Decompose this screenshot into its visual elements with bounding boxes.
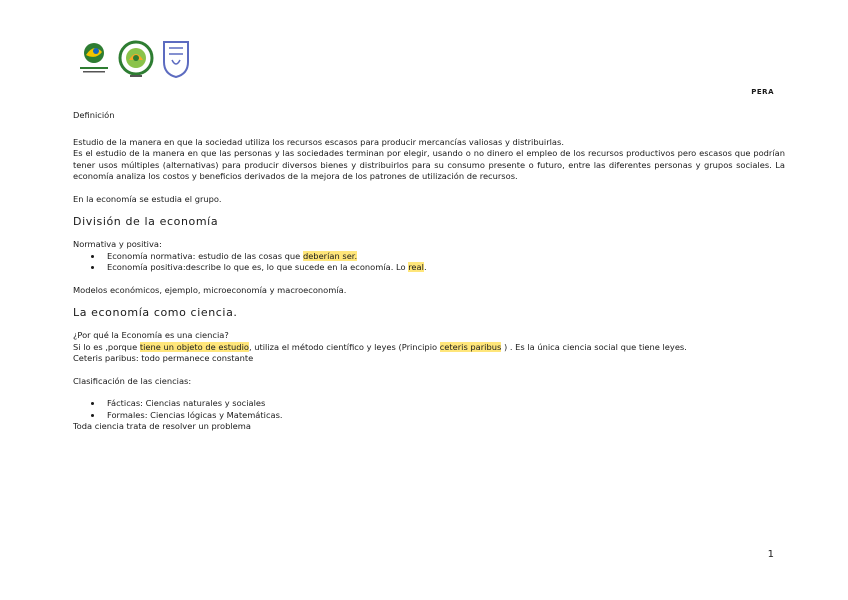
list-item-text: . bbox=[423, 262, 427, 272]
definition-paragraph-2: Es el estudio de la manera en que las personas y las sociedades terminan por elegir, usando o no dinero el empleo de los recursos productivos pero escasos que podrían tener usos múltiples (alternativas) para producir diversos bienes y distribuirlos para su consumo presente o futuro, entre las diferentes personas y grupos sociales. La economía analiza los costos y beneficios derivados de la mejora de los patrones de utilización de recursos. bbox=[73, 148, 785, 181]
green-yellow-logo bbox=[76, 40, 112, 76]
answer-text: , utiliza el método científico y leyes (Principio bbox=[248, 341, 440, 352]
highlighted-text: ceteris paribus bbox=[439, 341, 502, 352]
science-heading: La economía como ciencia. bbox=[73, 306, 238, 319]
definition-title: Definición bbox=[73, 110, 115, 120]
highlighted-text: real bbox=[408, 262, 424, 272]
science-question: ¿Por qué la Economía es una ciencia? bbox=[73, 330, 229, 340]
page-number: 1 bbox=[767, 549, 774, 560]
closing-paragraph: Toda ciencia trata de resolver un problema bbox=[73, 421, 251, 431]
classification-list bbox=[73, 398, 785, 421]
answer-text: Si lo es ,porque bbox=[73, 341, 140, 352]
models-paragraph: Modelos económicos, ejemplo, microeconomía y macroeconomía. bbox=[73, 284, 347, 295]
list-item-text: Economía positiva:describe lo que es, lo que sucede en la economía. Lo bbox=[107, 262, 409, 272]
document-body bbox=[73, 110, 785, 433]
blue-crest-logo bbox=[162, 40, 190, 78]
division-list bbox=[73, 251, 785, 274]
list-item-text: Economía normativa: estudio de las cosas que bbox=[107, 250, 303, 261]
list-item bbox=[103, 262, 785, 274]
highlighted-text: tiene un objeto de estudio bbox=[139, 341, 249, 352]
list-item bbox=[103, 251, 785, 263]
definition-paragraph-1: Estudio de la manera en que la sociedad utiliza los recursos escasos para producir mercancías valiosas y distribuirlas. bbox=[73, 136, 564, 147]
header-code: PERA bbox=[751, 88, 774, 96]
division-subtitle: Normativa y positiva: bbox=[73, 239, 162, 249]
science-answer bbox=[73, 342, 785, 354]
classification-title: Clasificación de las ciencias: bbox=[73, 375, 192, 386]
list-item: • Formales: Ciencias lógicas y Matemáticas. bbox=[103, 410, 785, 422]
list-item: • Fácticas: Ciencias naturales y sociales bbox=[103, 398, 785, 410]
answer-text: ) . Es la única ciencia social que tiene leyes. bbox=[501, 341, 687, 352]
highlighted-text: deberían ser. bbox=[302, 250, 358, 261]
header-logos bbox=[76, 40, 196, 80]
circular-seal-logo bbox=[118, 40, 154, 80]
division-heading: División de la economía bbox=[73, 215, 219, 228]
ceteris-paragraph: Ceteris paribus: todo permanece constante bbox=[73, 353, 254, 363]
definition-paragraph-3: En la economía se estudia el grupo. bbox=[73, 193, 222, 204]
